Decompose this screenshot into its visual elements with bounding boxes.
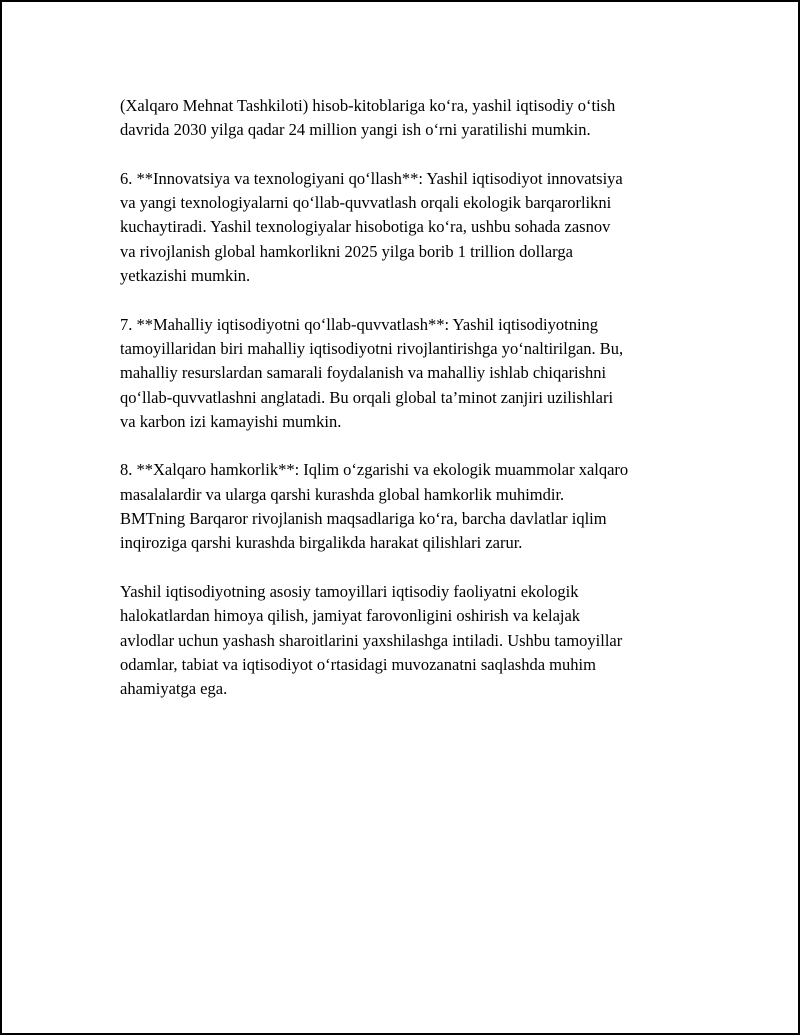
- paragraph-item-8-international-cooperation: [120, 458, 720, 555]
- paragraph-ilo-continuation: [120, 94, 720, 143]
- text-line: mahalliy resurslardan samarali foydalanish va mahalliy ishlab chiqarishni: [120, 363, 607, 383]
- text-line: BMTning Barqaror rivojlanish maqsadlariga ko‘ra, barcha davlatlar iqlim: [120, 509, 607, 529]
- text-line: inqiroziga qarshi kurashda birgalikda harakat qilishlari zarur.: [120, 533, 523, 553]
- text-line: yetkazishi mumkin.: [120, 266, 251, 286]
- text-line: qo‘llab-quvvatlashni anglatadi. Bu orqali global ta’minot zanjiri uzilishlari: [120, 387, 614, 407]
- text-line: ahamiyatga ega.: [120, 679, 228, 699]
- text-line: masalalardir va ularga qarshi kurashda global hamkorlik muhimdir.: [120, 484, 565, 504]
- text-line: avlodlar uchun yashash sharoitlarini yaxshilashga intiladi. Ushbu tamoyillar: [120, 630, 623, 650]
- text-line: Yashil iqtisodiyotning asosiy tamoyillari iqtisodiy faoliyatni ekologik: [120, 581, 579, 601]
- text-line: va karbon izi kamayishi mumkin.: [120, 411, 342, 431]
- text-line: davrida 2030 yilga qadar 24 million yangi ish o‘rni yaratilishi mumkin.: [120, 120, 591, 140]
- text-line: va yangi texnologiyalarni qo‘llab-quvvatlash orqali ekologik barqarorlikni: [120, 193, 612, 213]
- text-line: tamoyillaridan biri mahalliy iqtisodiyotni rivojlantirishga yo‘naltirilgan. Bu,: [120, 338, 624, 358]
- text-line: odamlar, tabiat va iqtisodiyot o‘rtasidagi muvozanatni saqlashda muhim: [120, 654, 596, 674]
- text-line: 8. **Xalqaro hamkorlik**: Iqlim o‘zgarishi va ekologik muammolar xalqaro: [120, 460, 629, 480]
- text-line: va rivojlanish global hamkorlikni 2025 yilga borib 1 trillion dollarga: [120, 241, 573, 261]
- text-line: halokatlardan himoya qilish, jamiyat farovonligini oshirish va kelajak: [120, 606, 581, 626]
- text-line: (Xalqaro Mehnat Tashkiloti) hisob-kitoblariga ko‘ra, yashil iqtisodiy o‘tish: [120, 96, 616, 115]
- paragraph-item-6-innovation: [120, 167, 720, 288]
- paragraph-item-7-local-economy: [120, 313, 720, 434]
- document-body: [120, 94, 720, 726]
- text-line: 6. **Innovatsiya va texnologiyani qo‘llash**: Yashil iqtisodiyot innovatsiya: [120, 168, 623, 188]
- paragraph-conclusion: [120, 580, 720, 701]
- text-line: kuchaytiradi. Yashil texnologiyalar hisobotiga ko‘ra, ushbu sohada zasnov: [120, 217, 611, 237]
- text-line: 7. **Mahalliy iqtisodiyotni qo‘llab-quvvatlash**: Yashil iqtisodiyotning: [120, 314, 599, 334]
